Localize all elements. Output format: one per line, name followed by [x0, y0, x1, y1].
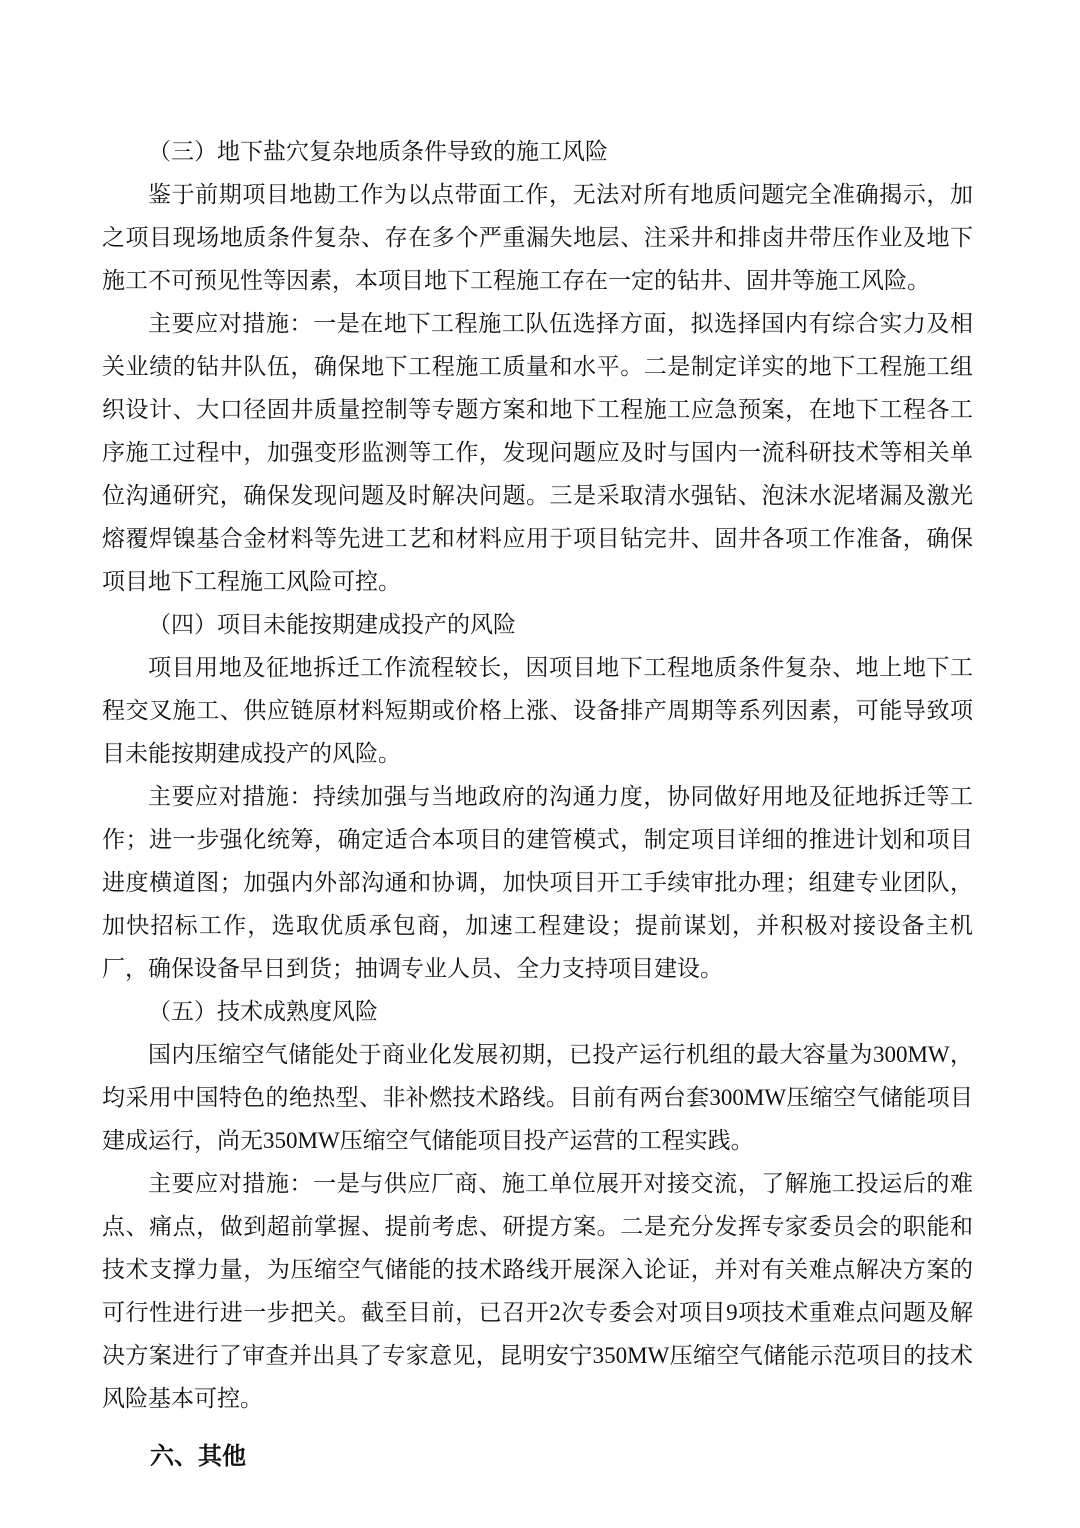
paragraph-risk-3-description: 鉴于前期项目地勘工作为以点带面工作，无法对所有地质问题完全准确揭示，加之项目现场地质条件复杂、存在多个严重漏失地层、注采井和排卤井带压作业及地下施工不可预见性等因素，本项目地下工程施工存在一定的钻井、固井等施工风险。 [102, 182, 973, 293]
paragraph-risk-5-countermeasures: 主要应对措施：一是与供应厂商、施工单位展开对接交流，了解施工投运后的难点、痛点，做到超前掌握、提前考虑、研提方案。二是充分发挥专家委员会的职能和技术支撑力量，为压缩空气储能的技术路线开展深入论证，并对有关难点解决方案的可行性进行进一步把关。截至目前，已召开2次专委会对项目9项技术重难点问题及解决方案进行了审查并出具了专家意见，昆明安宁350MW压缩空气储能示范项目的技术风险基本可控。 [102, 1171, 973, 1411]
section-heading-5-technology-maturity-risk: （五）技术成熟度风险 [148, 999, 378, 1024]
paragraph-risk-4-countermeasures: 主要应对措施：持续加强与当地政府的沟通力度，协同做好用地及征地拆迁等工作；进一步强化统筹，确定适合本项目的建管模式，制定项目详细的推进计划和项目进度横道图；加强内外部沟通和协调，加快项目开工手续审批办理；组建专业团队，加快招标工作，选取优质承包商，加速工程建设；提前谋划，并积极对接设备主机厂，确保设备早日到货；抽调专业人员、全力支持项目建设。 [102, 784, 973, 981]
section-heading-3-underground-salt-cavern-risk: （三）地下盐穴复杂地质条件导致的施工风险 [148, 139, 608, 164]
paragraph-risk-3-countermeasures: 主要应对措施：一是在地下工程施工队伍选择方面，拟选择国内有综合实力及相关业绩的钻井队伍，确保地下工程施工质量和水平。二是制定详实的地下工程施工组织设计、大口径固井质量控制等专题方案和地下工程施工应急预案，在地下工程各工序施工过程中，加强变形监测等工作，发现问题应及时与国内一流科研技术等相关单位沟通研究，确保发现问题及时解决问题。三是采取清水强钻、泡沫水泥堵漏及激光熔覆焊镍基合金材料等先进工艺和材料应用于项目钻完井、固井各项工作准备，确保项目地下工程施工风险可控。 [102, 311, 973, 594]
section-heading-4-delay-risk: （四）项目未能按期建成投产的风险 [148, 612, 516, 637]
paragraph-risk-5-description: 国内压缩空气储能处于商业化发展初期，已投产运行机组的最大容量为300MW，均采用中国特色的绝热型、非补燃技术路线。目前有两台套300MW压缩空气储能项目建成运行，尚无350MW压缩空气储能项目投产运营的工程实践。 [102, 1042, 973, 1153]
section-heading-6-other: 六、其他 [150, 1442, 246, 1470]
paragraph-risk-4-description: 项目用地及征地拆迁工作流程较长，因项目地下工程地质条件复杂、地上地下工程交叉施工、供应链原材料短期或价格上涨、设备排产周期等系列因素，可能导致项目未能按期建成投产的风险。 [102, 655, 973, 766]
